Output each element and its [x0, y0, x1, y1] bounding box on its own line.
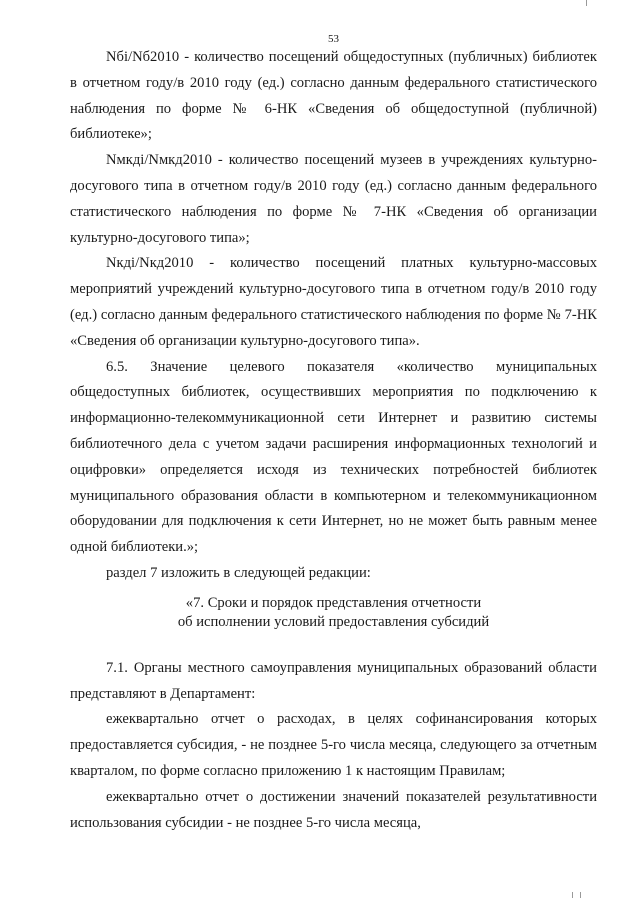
paragraph-section-7-intro: раздел 7 изложить в следующей редакции:	[106, 564, 371, 581]
paragraph-7-1: 7.1. Органы местного самоуправления муниципальных образований области представляют в Департамент:	[70, 659, 597, 702]
paragraph-nkd-definition: Nкдi/Nкд2010 - количество посещений платных культурно-массовых мероприятий учреждений культурно-досугового типа в отчетном году/в 2010 году (ед.) согласно данным федерального статистического наблюдения по форме № 7-НК «Сведения об организации культурно-досугового типа».	[70, 255, 597, 349]
scan-mark-bottom-left	[572, 892, 573, 898]
section-7-heading-line2: об исполнении условий предоставления субсидий	[177, 613, 490, 630]
paragraph-nmkd-definition: Nмкдi/Nмкд2010 - количество посещений музеев в учреждениях культурно-досугового типа в отчетном году/в 2010 году (ед.) согласно данным федерального статистического наблюдения по форме № 7-НК «Сведения об организации культурно-досугового типа»;	[70, 152, 597, 246]
scan-mark-top	[586, 0, 587, 6]
page-number: 53	[328, 33, 339, 45]
paragraph-expense-report: ежеквартально отчет о расходах, в целях софинансирования которых предоставляется субсидия, - не позднее 5-го числа месяца, следующего за отчетным кварталом, по форме согласно приложению 1 к настоящим Правилам;	[70, 711, 597, 779]
document-page	[70, 0, 597, 905]
paragraph-performance-report: ежеквартально отчет о достижении значений показателей результативности использования субсидии - не позднее 5-го числа месяца,	[70, 788, 597, 831]
section-7-heading-line1: «7. Сроки и порядок представления отчетности	[185, 594, 482, 611]
paragraph-nb-definition: Nбi/Nб2010 - количество посещений общедоступных (публичных) библиотек в отчетном году/в 2010 году (ед.) согласно данным федерального статистического наблюдения по форме № 6-НК «Сведения об общедоступной (публичной) библиотеке»;	[70, 49, 597, 143]
scan-mark-bottom-right	[580, 892, 581, 898]
document-body	[70, 45, 597, 836]
paragraph-6-5: 6.5. Значение целевого показателя «количество муниципальных общедоступных библиотек, осуществивших мероприятия по подключению к информационно-телекоммуникационной сети Интернет и развитию системы библиотечного дела с учетом задачи расширения информационных технологий и оцифровки» определяется исходя из технических потребностей библиотек муниципального образования области в компьютерном и телекоммуникационном оборудовании для подключения к сети Интернет, но не может быть равным менее одной библиотеки.»;	[70, 358, 597, 556]
section-7-heading	[70, 594, 597, 632]
